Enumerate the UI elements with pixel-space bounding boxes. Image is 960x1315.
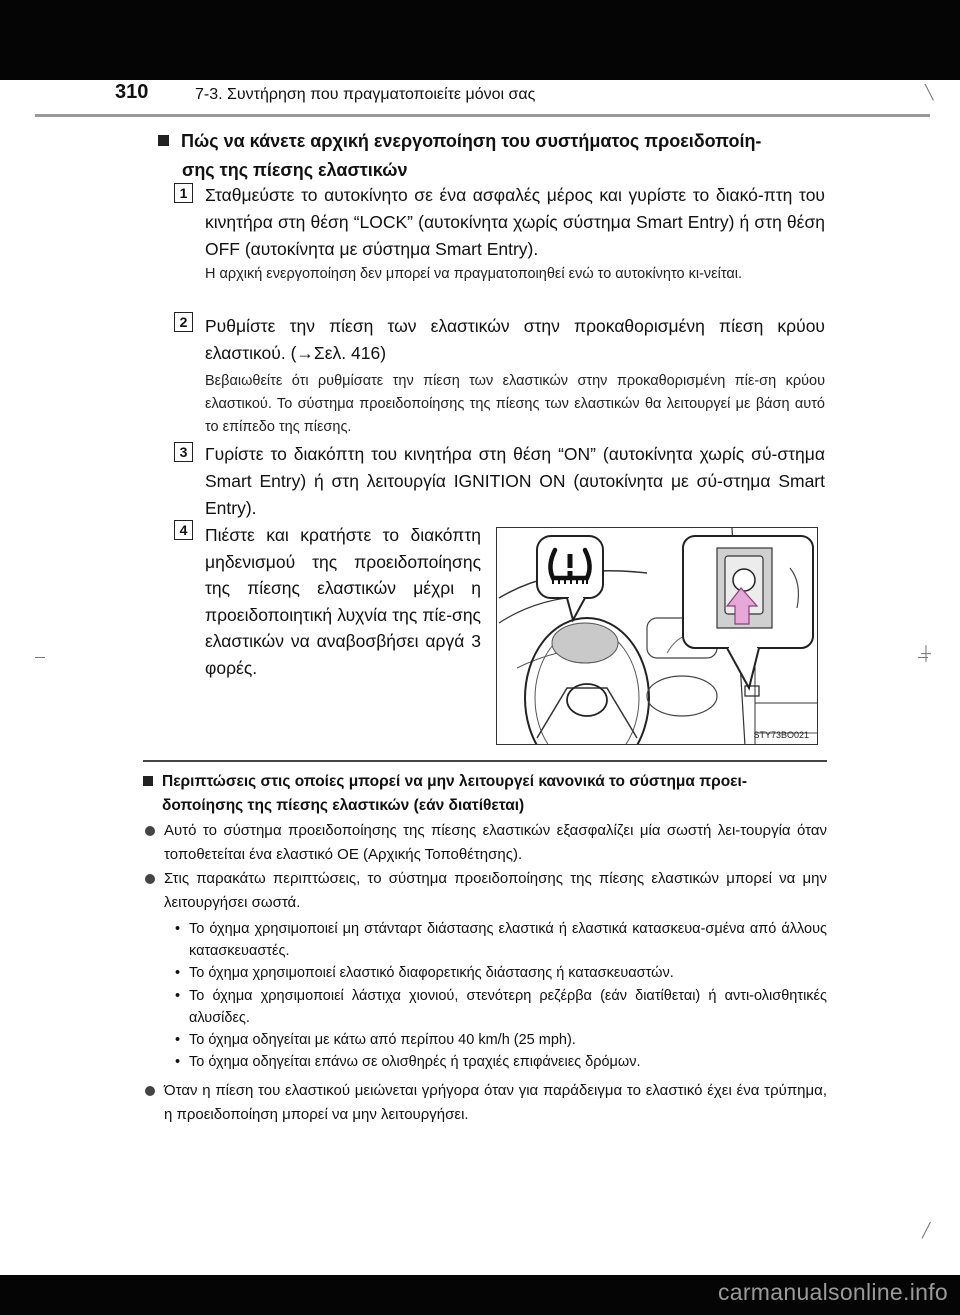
square-bullet-icon xyxy=(143,776,153,786)
step-1-note: Η αρχική ενεργοποίηση δεν μπορεί να πραγματοποιηθεί ενώ το αυτοκίνητο κι-νείται. xyxy=(205,266,742,282)
watermark-band xyxy=(0,1275,960,1315)
step-number-box: 1 xyxy=(174,183,193,203)
bullet-dot-icon xyxy=(145,826,155,836)
bullet-dot-icon xyxy=(145,1086,155,1096)
step-2-text: Ρυθμίστε την πίεση των ελαστικών στην προκαθορισμένη πίεση κρύου ελαστικού. (→Σελ. 416) xyxy=(205,316,825,363)
step-number-box: 2 xyxy=(174,312,193,332)
sub-list-item: • Το όχημα χρησιμοποιεί μη στάνταρτ διάστασης ελαστικά ή ελαστικά κατασκευα-σμένα από άλλους κατασκευαστές. xyxy=(175,921,827,959)
note-bullet: Στις παρακάτω περιπτώσεις, το σύστημα προειδοποίησης της πίεσης ελαστικών μπορεί να μην λειτουργήσει σωστά. xyxy=(145,867,827,915)
sub-list-item: • Το όχημα χρησιμοποιεί ελαστικό διαφορετικής διάστασης ή κατασκευαστών. xyxy=(175,965,674,981)
notes-title: Περιπτώσεις στις οποίες μπορεί να μην λειτουργεί κανονικά το σύστημα προει- δοποίησης της πίεσης ελαστικών (εάν διατίθεται) xyxy=(143,770,828,818)
bullet-dot-icon xyxy=(145,874,155,884)
header-rule xyxy=(35,114,930,117)
figure-code: STY73BO021 xyxy=(753,730,809,740)
top-black-band xyxy=(0,0,960,80)
dashboard-figure xyxy=(496,527,818,745)
note-bullet: Αυτό το σύστημα προειδοποίησης της πίεσης ελαστικών εξασφαλίζει μία σωστή λει-τουργία όταν τοποθετείται ένα ελαστικό OE (Αρχικής Τοποθέτησης). xyxy=(145,819,827,867)
crop-mark: ╲ xyxy=(925,84,934,100)
watermark-text[interactable]: carmanualsonline.info xyxy=(717,1279,948,1305)
sub-list-item: • Το όχημα οδηγείται επάνω σε ολισθηρές ή τραχιές επιφάνειες δρόμων. xyxy=(175,1054,641,1070)
section-title: Πώς να κάνετε αρχική ενεργοποίηση του συστήματος προειδοποίη- σης της πίεσης ελαστικών xyxy=(158,127,826,185)
chapter-title: 7-3. Συντήρηση που πραγματοποιείτε μόνοι σας xyxy=(195,86,536,103)
side-tick-left xyxy=(35,657,45,658)
step-4-text: Πιέστε και κρατήστε το διακόπτη μηδενισμού της προειδοποίησης της πίεσης ελαστικών μέχρι η προειδοποιητική λυχνία της πίε-σης ελαστικών να αναβοσβήσει αργά 3 φορές. xyxy=(205,525,481,678)
step-1-text: Σταθμεύστε το αυτοκίνητο σε ένα ασφαλές μέρος και γυρίστε το διακό-πτη του κινητήρα στη θέση “LOCK” (αυτοκίνητα χωρίς σύστημα Smart Entry) ή στη θέση OFF (αυτοκίνητα με σύστημα Smart Entry). xyxy=(205,185,825,259)
page-number: 310 xyxy=(115,81,149,103)
square-bullet-icon xyxy=(158,135,169,146)
step-2-note: Βεβαιωθείτε ότι ρυθμίσατε την πίεση των ελαστικών στην προκαθορισμένη πίε-ση κρύου ελαστικού. Το σύστημα προειδοποίησης της πίεσης των ελαστικών θα λειτουργεί με βάση αυτό το επίπεδο της πίεσης. xyxy=(205,373,825,435)
step-3-text: Γυρίστε το διακόπτη του κινητήρα στη θέση “ON” (αυτοκίνητα χωρίς σύ-στημα Smart Entry) ή στη λειτουργία IGNITION ON (αυτοκίνητα με σύ-στημα Smart Entry). xyxy=(205,444,825,518)
section-separator xyxy=(143,760,827,762)
note-bullet: Όταν η πίεση του ελαστικού μειώνεται γρήγορα όταν για παράδειγμα το ελαστικό έχει ένα τρύπημα, η προειδοποίηση μπορεί να μην λειτουργήσει. xyxy=(145,1079,827,1127)
sub-list-item: • Το όχημα χρησιμοποιεί λάστιχα χιονιού, στενότερη ρεζέρβα (εάν διατίθεται) ή αντι-ολισθητικές αλυσίδες. xyxy=(175,988,827,1026)
dashboard-illustration xyxy=(497,528,818,745)
registration-mark: ┼ xyxy=(921,645,931,661)
sub-list-item: • Το όχημα οδηγείται με κάτω από περίπου 40 km/h (25 mph). xyxy=(175,1032,576,1048)
step-number-box: 3 xyxy=(174,442,193,462)
step-number-box: 4 xyxy=(174,520,193,540)
crop-mark: ╱ xyxy=(922,1222,931,1238)
